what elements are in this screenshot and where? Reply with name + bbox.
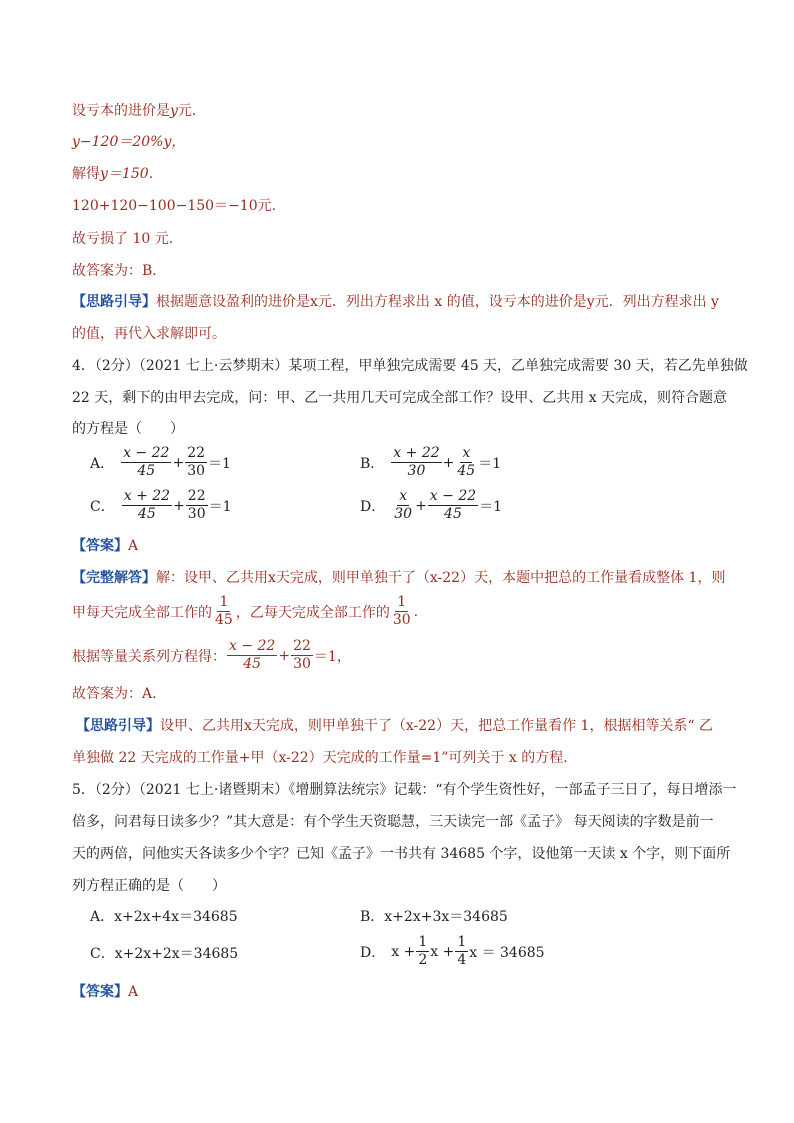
prev-guide-line-2: 的值，再代入求解即可。	[72, 326, 226, 342]
q5-option-b: B．x+2x+3x＝34685	[360, 909, 508, 925]
q5-option-d: D． x + $\frac{1}{2}$ x + $\frac{1}{4}$ x ＝ 34685	[360, 934, 545, 968]
q5-stem-line-2: 倍多，问君每日读多少？”其大意是：有个学生天资聪慧，三天读完一部《孟子》 每天阅读的字数是前一	[72, 814, 714, 830]
q5-stem-line-1: 5．（2分）（2021 七上·诸暨期末）《增删算法统宗》记载：“有个学生资性好，一部孟子三日了，每日增添一	[72, 782, 737, 798]
q4-guide-line-2: 单独做 22 天完成的工作量+甲（x-22）天完成的工作量=1”可列关于 x 的方程.	[72, 750, 568, 766]
q5-option-c: C．x+2x+2x＝34685	[90, 946, 239, 962]
q5-stem-line-3: 天的两倍，问他实天各读多少个字？已知《孟子》一书共有 34685 个字，设他第一天读 x 个字，则下面所	[72, 846, 731, 862]
q4-full-solution-line-2: 甲每天完成全部工作的 $\frac{1}{45}$ ，乙每天完成全部工作的 $\frac{1}{30}$ .	[72, 594, 419, 628]
prev-line-4: 120+120−100−150＝−10元．	[72, 198, 286, 214]
q4-option-a: A． $\frac{x - 22}{45}$ + $\frac{22}{30}$ ＝1	[90, 445, 231, 479]
q4-option-b: B． $\frac{x + 22}{30}$ + $\frac{x}{45}$ ＝1	[360, 445, 502, 479]
q4-stem-line-3: 的方程是（ ）	[72, 421, 184, 437]
q5-option-a: A．x+2x+4x＝34685	[90, 909, 238, 925]
prev-line-5: 故亏损了 10 元．	[72, 231, 183, 247]
prev-guide-line-1: 【思路引导】根据题意设盈利的进价是x元．列出方程求出 x 的值，设亏本的进价是y元．列出方程求出 y	[72, 294, 719, 310]
q4-full-solution-line-1: 【完整解答】解：设甲、乙共用x天完成，则甲单独干了（x-22）天，本题中把总的工作量看成整体 1，则	[72, 570, 726, 586]
q4-option-d: D． $\frac{x}{30}$ + $\frac{x - 22}{45}$ ＝1	[360, 488, 503, 522]
q5-stem-line-4: 列方程正确的是（ ）	[72, 878, 226, 894]
q4-full-solution-answer: 故答案为：A．	[72, 686, 167, 702]
prev-line-2: y−120＝20%y，	[72, 134, 186, 150]
q4-stem-line-1: 4．（2分）（2021 七上·云梦期末）某项工程，甲单独完成需要 45 天，乙单独完成需要 30 天，若乙先单独做	[72, 358, 748, 374]
q4-answer: 【答案】A	[72, 538, 139, 554]
q4-option-c: C． $\frac{x + 22}{45}$ + $\frac{22}{30}$ ＝1	[90, 488, 232, 522]
q4-guide-line-1: 【思路引导】设甲、乙共用x天完成，则甲单独干了（x-22）天，把总工作量看作 1，根据相等关系“ 乙	[76, 718, 714, 734]
q4-full-solution-equation: 根据等量关系列方程得： $\frac{x - 22}{45}$ + $\frac{22}{30}$ ＝1，	[72, 638, 351, 672]
q5-answer: 【答案】A	[72, 984, 139, 1000]
prev-line-1: 设亏本的进价是y元．	[72, 103, 206, 119]
prev-answer-line: 故答案为：B．	[72, 263, 167, 279]
prev-line-3: 解得y＝150．	[72, 166, 163, 182]
q4-stem-line-2: 22 天，剩下的由甲去完成，问：甲、乙一共用几天可完成全部工作？设甲、乙共用 x 天完成，则符合题意	[72, 390, 728, 406]
